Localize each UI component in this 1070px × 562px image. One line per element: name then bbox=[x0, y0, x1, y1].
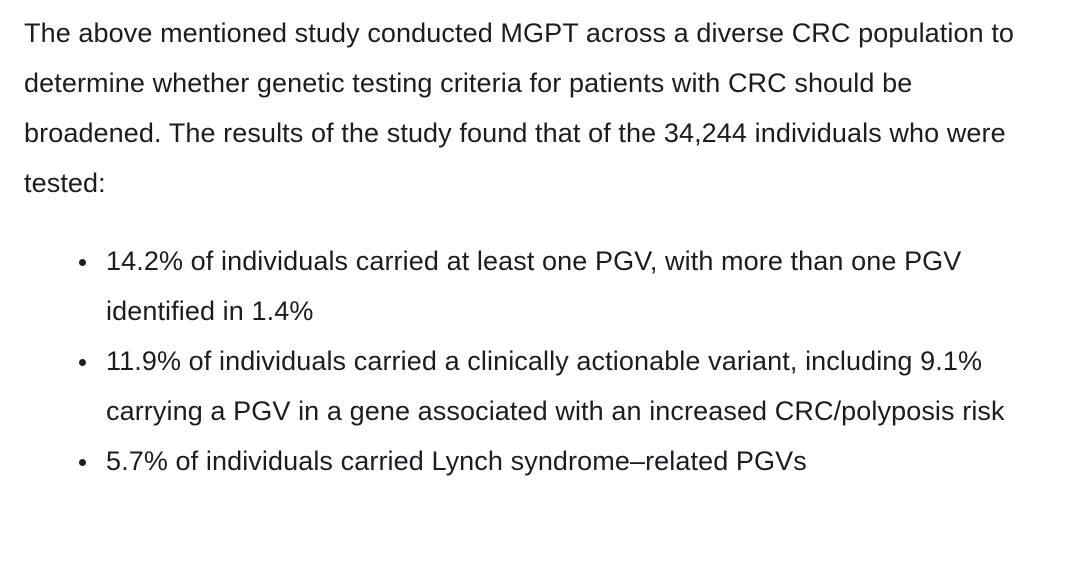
findings-bullet-list bbox=[24, 236, 1046, 486]
bullet-item-lynch-syndrome: • 5.7% of individuals carried Lynch syndrome–related PGVs bbox=[100, 436, 1046, 486]
bullet-item-actionable-variant: • 11.9% of individuals carried a clinically actionable variant, including 9.1% carrying a PGV in a gene associated with an increased CRC/polyposis risk bbox=[100, 336, 1046, 436]
intro-paragraph: The above mentioned study conducted MGPT across a diverse CRC population to determine whether genetic testing criteria for patients with CRC should be broadened. The results of the study found that of the 34,244 individuals who were tested: bbox=[24, 18, 1015, 198]
bullet-item-pgv-rate: • 14.2% of individuals carried at least one PGV, with more than one PGV identified in 1.4% bbox=[100, 236, 1046, 336]
